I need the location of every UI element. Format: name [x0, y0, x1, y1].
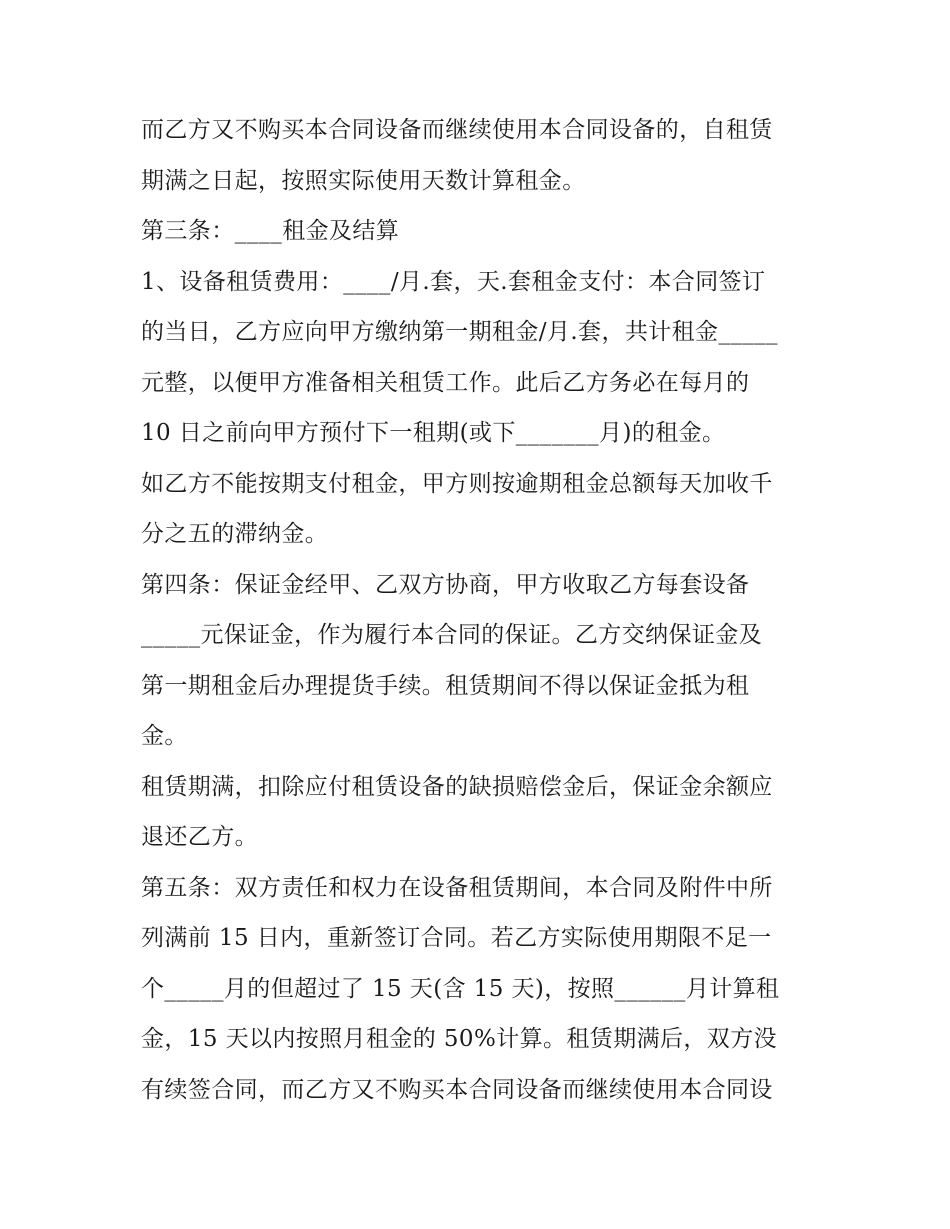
- text-line: 金，15 天以内按照月租金的 50%计算。租赁期满后，双方没: [141, 1026, 778, 1052]
- text-line: 期满之日起，按照实际使用天数计算租金。: [141, 168, 586, 194]
- text-line: 个_____月的但超过了 15 天(含 15 天)，按照______月计算租: [141, 976, 780, 1002]
- text-line: 元整，以便甲方准备相关租赁工作。此后乙方务必在每月的: [141, 370, 750, 396]
- text-line: 租赁期满，扣除应付租赁设备的缺损赔偿金后，保证金余额应: [141, 774, 773, 800]
- section-heading: 第三条：____租金及结算: [141, 218, 400, 244]
- text-line: 列满前 15 日内，重新签订合同。若乙方实际使用期限不足一: [141, 925, 772, 951]
- text-line: _____元保证金，作为履行本合同的保证。乙方交纳保证金及: [141, 622, 763, 648]
- text-line: 的当日，乙方应向甲方缴纳第一期租金/月.套，共计租金_____: [141, 319, 778, 345]
- section-heading: 第五条：双方责任和权力在设备租赁期间，本合同及附件中所: [141, 875, 773, 901]
- text-line: 分之五的滞纳金。: [141, 521, 329, 547]
- text-line: 10 日之前向甲方预付下一租期(或下_______月)的租金。: [141, 420, 726, 446]
- text-line: 而乙方又不购买本合同设备而继续使用本合同设备的，自租赁: [141, 117, 773, 143]
- text-line: 有续签合同，而乙方又不购买本合同设备而继续使用本合同设: [141, 1077, 773, 1103]
- text-line: 第一期租金后办理提货手续。租赁期间不得以保证金抵为租: [141, 673, 750, 699]
- text-line: 1、设备租赁费用：____/月.套，天.套租金支付：本合同签订: [141, 269, 766, 295]
- section-heading: 第四条：保证金经甲、乙双方协商，甲方收取乙方每套设备: [141, 572, 750, 598]
- text-line: 金。: [141, 723, 188, 749]
- text-line: 退还乙方。: [141, 824, 258, 850]
- text-line: 如乙方不能按期支付租金，甲方则按逾期租金总额每天加收千: [141, 471, 773, 497]
